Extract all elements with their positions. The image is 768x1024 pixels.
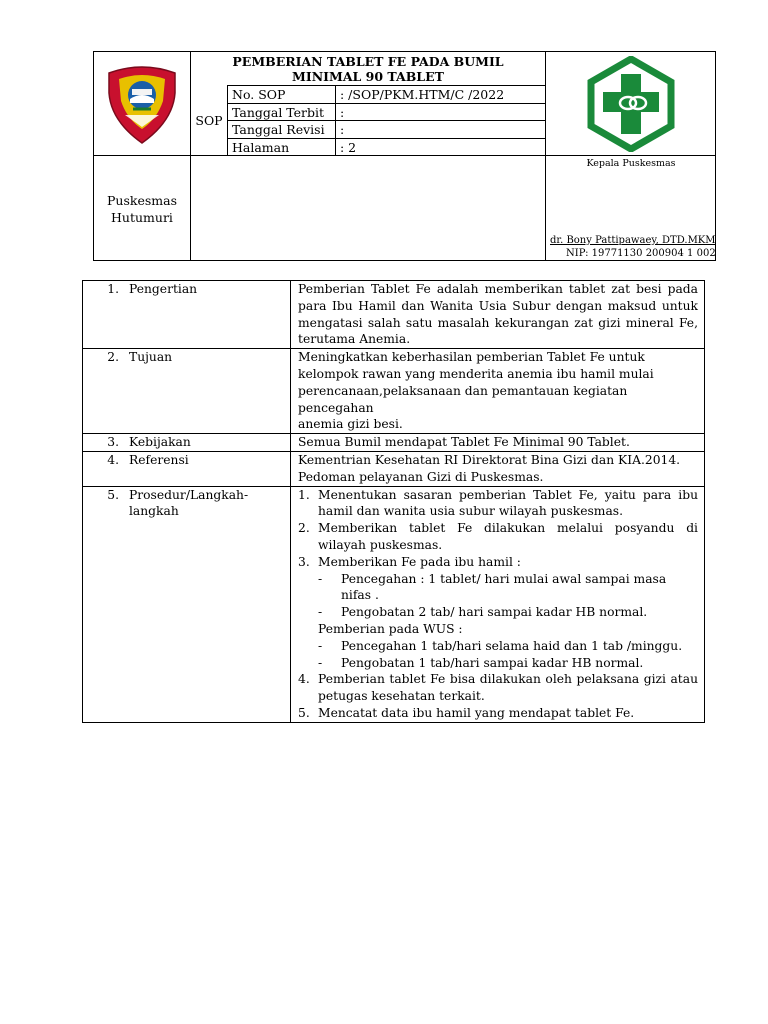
regional-crest-icon: [94, 52, 190, 155]
sop-header: [93, 51, 716, 261]
row-label: Pengertian: [129, 282, 198, 296]
row-label: Prosedur/Langkah-: [129, 487, 249, 502]
meta-no-sop: No. SOP : /SOP/PKM.HTM/C /2022: [232, 87, 505, 102]
list-item: - Pencegahan 1 tab/hari selama haid dan 1 tab /minggu.: [318, 638, 683, 653]
meta-halaman: Halaman : 2: [232, 140, 357, 155]
list-item: - Pengobatan 2 tab/ hari sampai kadar HB normal.: [318, 605, 648, 620]
list-item: - Pencegahan : 1 tablet/ hari mulai awal sampai masa nifas .: [318, 571, 667, 603]
sop-content-table: [82, 280, 705, 723]
row-text: Kementrian Kesehatan RI Direktorat Bina Gizi dan KIA.2014. Pedoman pelayanan Gizi di Puskesmas.: [291, 451, 705, 486]
table-row: 2. Tujuan Meningkatkan keberhasilan pemberian Tablet Fe untuk kelompok rawan yang menderita anemia ibu hamil mulai perencanaan,pelaksanaan dan pemantauan kegiatan pencegahan anemia gizi besi.: [83, 349, 705, 434]
meta-tanggal-revisi: Tanggal Revisi :: [232, 122, 345, 137]
table-row: 5. Prosedur/Langkah- langkah 1. Menentukan sasaran pemberian Tablet Fe, yaitu para ibu hamil dan wanita usia subur wilayah puskesmas. 2. Memberikan tablet Fe dilakukan melalui posyandu di wilayah puskesmas. 3. Memberikan Fe pada ibu hamil : - Pencegahan : 1 tablet/ hari mulai awal sampai masa nifas . - Pengobatan 2 tab/ hari sampai kadar HB normal. Pemberian pada WUS : - Pencegahan 1 tab/hari selama haid dan 1 tab /minggu. - Pengobatan 1 tab/hari sampai kadar HB normal. 4. Pemberian tablet Fe bisa dilakukan oleh pelaksana gizi atau petugas kesehatan terkait. 5. Mencatat data ibu hamil yang mendapat tablet Fe.: [83, 486, 705, 722]
table-row: 3. Kebijakan Semua Bumil mendapat Tablet Fe Minimal 90 Tablet.: [83, 434, 705, 452]
list-item: 3. Memberikan Fe pada ibu hamil :: [298, 554, 521, 569]
list-item: - Pengobatan 1 tab/hari sampai kadar HB normal.: [318, 655, 644, 670]
list-item: 5. Mencatat data ibu hamil yang mendapat tablet Fe.: [298, 705, 635, 720]
sop-label: SOP: [195, 112, 223, 128]
list-item: 1. Menentukan sasaran pemberian Tablet Fe, yaitu para ibu hamil dan wanita usia subur wilayah puskesmas.: [298, 487, 698, 519]
row-label: Referensi: [129, 452, 189, 467]
document-title: PEMBERIAN TABLET FE PADA BUMIL MINIMAL 90 TABLET: [232, 54, 504, 84]
row-label: Kebijakan: [129, 435, 191, 450]
organization-name: Puskesmas Hutumuri: [107, 193, 177, 225]
row-text: Pemberian Tablet Fe adalah memberikan tablet zat besi pada para Ibu Hamil dan Wanita Usia Subur dengan maksud untuk mengatasi salah satu masalah kekurangan zat gizi mineral Fe, terutama Anemia.: [291, 281, 705, 349]
list-item: Pemberian pada WUS :: [318, 621, 463, 636]
signature-name: dr. Bony Pattipawaey, DTD.MKM: [550, 235, 716, 246]
table-row: 1. Pengertian Pemberian Tablet Fe adalah memberikan tablet zat besi pada para Ibu Hamil dan Wanita Usia Subur dengan maksud untuk mengatasi salah satu masalah kekurangan zat gizi mineral Fe, terutama Anemia.: [83, 281, 705, 349]
row-label: Tujuan: [129, 350, 173, 365]
procedure-steps: [291, 486, 705, 722]
signature-nip: NIP: 19771130 200904 1 002: [566, 248, 716, 259]
list-item: 2. Memberikan tablet Fe dilakukan melalui posyandu di wilayah puskesmas.: [298, 521, 698, 552]
row-text: Meningkatkan keberhasilan pemberian Tablet Fe untuk kelompok rawan yang menderita anemia ibu hamil mulai perencanaan,pelaksanaan dan pemantauan kegiatan pencegahan anemia gizi besi.: [291, 349, 705, 434]
signature-role: Kepala Puskesmas: [586, 158, 676, 169]
row-text: Semua Bumil mendapat Tablet Fe Minimal 90 Tablet.: [291, 434, 705, 452]
meta-tanggal-terbit: Tanggal Terbit :: [232, 105, 345, 120]
table-row: 4. Referensi Kementrian Kesehatan RI Direktorat Bina Gizi dan KIA.2014. Pedoman pelayanan Gizi di Puskesmas.: [83, 451, 705, 486]
puskesmas-green-cross-icon: [546, 52, 716, 155]
list-item: 4. Pemberian tablet Fe bisa dilakukan oleh pelaksana gizi atau petugas kesehatan terkait.: [298, 672, 698, 704]
